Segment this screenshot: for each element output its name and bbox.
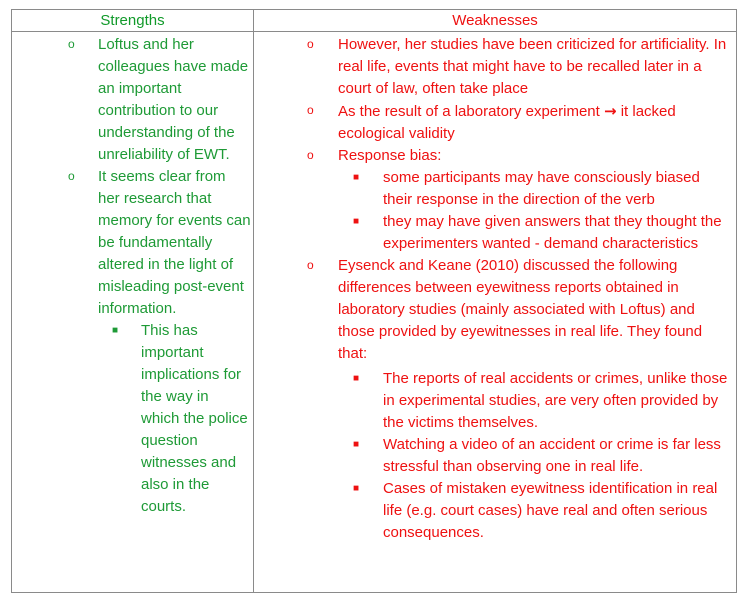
weakness-item — [254, 255, 728, 365]
hollow-circle-bullet-icon: o — [68, 37, 75, 51]
hollow-circle-bullet-icon: o — [307, 103, 314, 117]
weakness-item — [254, 145, 728, 167]
weakness-text-part: it lacked ecological validity — [338, 103, 676, 142]
hollow-circle-bullet-icon: o — [307, 37, 314, 51]
weaknesses-list — [254, 32, 736, 544]
strengths-list — [12, 32, 253, 518]
weakness-subitem-text: some participants may have consciously biased their response in the direction of the verb — [383, 169, 700, 208]
weaknesses-cell — [254, 32, 737, 593]
weakness-text-part: As the result of a laboratory experiment — [338, 103, 604, 120]
weakness-subitem-text: Cases of mistaken eyewitness identification in real life (e.g. court cases) have real and often serious consequences. — [383, 480, 718, 541]
square-bullet-icon: ■ — [353, 373, 360, 384]
weakness-subitem — [254, 434, 728, 478]
square-bullet-icon: ■ — [353, 216, 360, 227]
strengths-cell — [12, 32, 254, 593]
weakness-text: Response bias: — [338, 147, 442, 164]
weakness-subitem — [254, 368, 728, 434]
weakness-text: Eysenck and Keane (2010) discussed the following differences between eyewitness reports obtained in laboratory studies (mainly associated with Loftus) and those provided by eyewitnesses in real life. They found that: — [338, 257, 703, 362]
strength-text: Loftus and her colleagues have made an important contribution to our understanding of the unreliability of EWT. — [98, 36, 249, 163]
weakness-subitem-text: Watching a video of an accident or crime is far less stressful than observing one in real life. — [383, 436, 721, 475]
strengths-weaknesses-table — [11, 9, 737, 593]
weakness-subitem-text: they may have given answers that they thought the experimenters wanted - demand characteristics — [383, 213, 722, 252]
strength-text: It seems clear from her research that memory for events can be fundamentally altered in the light of misleading post-event information. — [98, 168, 251, 317]
weakness-subitem — [254, 167, 728, 211]
weakness-item — [254, 34, 728, 100]
weakness-item — [254, 100, 728, 145]
strength-item — [12, 166, 251, 320]
square-bullet-icon: ■ — [353, 172, 360, 183]
strengths-header: Strengths — [12, 10, 254, 32]
square-bullet-icon: ■ — [353, 439, 360, 450]
square-bullet-icon: ■ — [353, 483, 360, 494]
weakness-subitem — [254, 478, 728, 544]
strength-item — [12, 34, 251, 166]
strength-subitem — [12, 320, 251, 518]
strength-subitem-text: This has important implications for the way in which the police question witnesses and also in the courts. — [141, 322, 248, 515]
square-bullet-icon: ■ — [112, 325, 119, 336]
hollow-circle-bullet-icon: o — [68, 169, 75, 183]
right-arrow-icon: → — [603, 102, 617, 120]
weakness-subitem-text: The reports of real accidents or crimes, unlike those in experimental studies, are very often provided by the victims themselves. — [383, 370, 728, 431]
header-row — [12, 10, 737, 32]
weaknesses-header: Weaknesses — [254, 10, 737, 32]
weakness-text: However, her studies have been criticized for artificiality. In real life, events that might have to be recalled later in a court of law, often take place — [338, 36, 727, 97]
body-row — [12, 32, 737, 593]
weakness-subitem — [254, 211, 728, 255]
hollow-circle-bullet-icon: o — [307, 258, 314, 272]
hollow-circle-bullet-icon: o — [307, 148, 314, 162]
